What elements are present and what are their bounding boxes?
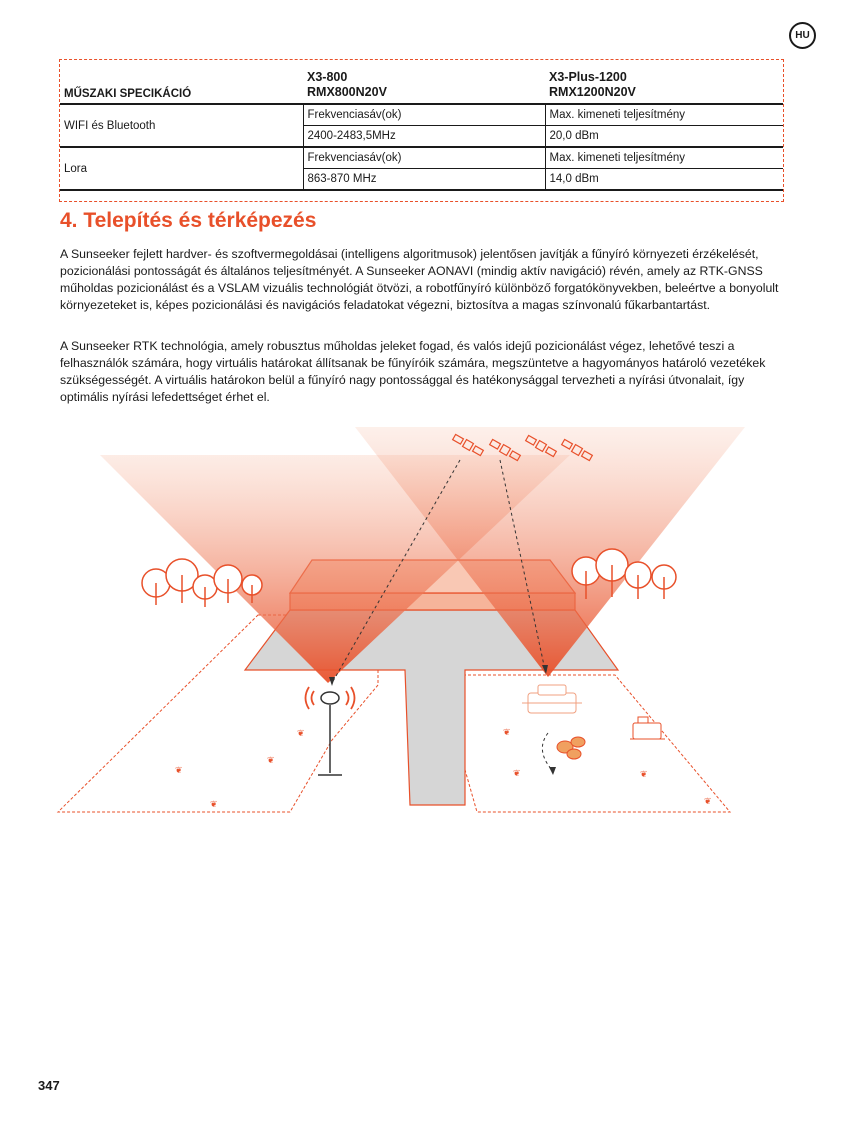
leaf-pile-icon	[557, 737, 585, 759]
table-spacer-row	[60, 190, 783, 203]
row-label-wifi: WIFI és Bluetooth	[60, 104, 303, 147]
leaf-icon: ❦	[297, 729, 305, 739]
row-label-lora: Lora	[60, 147, 303, 190]
section-title: 4. Telepítés és térképezés	[60, 209, 317, 232]
rtk-antenna-icon	[306, 687, 355, 775]
tree-icon	[652, 565, 676, 599]
table-row	[60, 104, 783, 126]
table-cell: Max. kimeneti teljesítmény	[545, 104, 783, 126]
leaf-icon: ❦	[503, 728, 511, 738]
table-cell: 20,0 dBm	[545, 126, 783, 148]
spec-table	[60, 62, 783, 203]
spec-header-model-1: X3-800 RMX800N20V	[303, 62, 545, 104]
table-cell: 863-870 MHz	[303, 169, 545, 191]
arrow-head-icon	[549, 767, 556, 775]
robot-mower-icon	[522, 685, 582, 713]
table-cell: Frekvenciasáv(ok)	[303, 147, 545, 169]
tree-icon	[625, 562, 651, 599]
paragraph-intro: A Sunseeker fejlett hardver- és szoftvermegoldásai (intelligens algoritmusok) jelentősen javítják a fűnyíró környezeti érzékelését, pozicionálási pontosságát és általános teljesítményét. A Sunseeker AONAVI (mindig aktív navigáció) révén, amely az RTK-GNSS műholdas pozicionálást és a VSLAM vizuális technológiát ötvözi, a robotfűnyíró különböző forgatókönyvekben, beleértve a bonyolult környezeteket is, képes pozicionálási és navigációs feladatokat végezni, biztosítva a magas színvonalú fűkarbantartást.	[60, 247, 779, 312]
leaf-icon: ❦	[210, 800, 218, 810]
table-cell: Max. kimeneti teljesítmény	[545, 147, 783, 169]
leaf-icon: ❦	[267, 756, 275, 766]
leaf-icon: ❦	[513, 769, 521, 779]
table-cell: 14,0 dBm	[545, 169, 783, 191]
spec-header-model-2: X3-Plus-1200 RMX1200N20V	[545, 62, 783, 104]
table-cell: 2400-2483,5MHz	[303, 126, 545, 148]
camera-icon	[630, 717, 665, 739]
spec-table-header	[60, 62, 783, 104]
table-cell: Frekvenciasáv(ok)	[303, 104, 545, 126]
paragraph-rtk: A Sunseeker RTK technológia, amely robusztus műholdas jeleket fogad, és valós idejű pozicionálást végez, lehetővé teszi a felhasználók számára, hogy virtuális határokat állítsanak be fűnyíróik számára, megszüntetve a hagyományos határoló vezetékek szükségességét. A virtuális határokon belül a fűnyíró nagy pontossággal és hatékonysággal tervezheti a nyírási útvonalait, így optimális nyírási lefedettséget érhet el.	[60, 339, 766, 404]
language-badge: HU	[789, 22, 816, 49]
rtk-vslam-illustration	[0, 415, 846, 825]
leaf-icon: ❦	[704, 797, 712, 807]
table-row	[60, 147, 783, 169]
mowing-route	[542, 733, 552, 770]
tree-icon	[166, 559, 198, 603]
leaf-icon: ❦	[640, 770, 648, 780]
leaf-icon: ❦	[175, 766, 183, 776]
arrow-head-icon	[329, 677, 335, 686]
tree-icon	[214, 565, 242, 603]
page-number: 347	[38, 1078, 60, 1093]
spec-header-label: MŰSZAKI SPECIKÁCIÓ	[60, 62, 303, 104]
